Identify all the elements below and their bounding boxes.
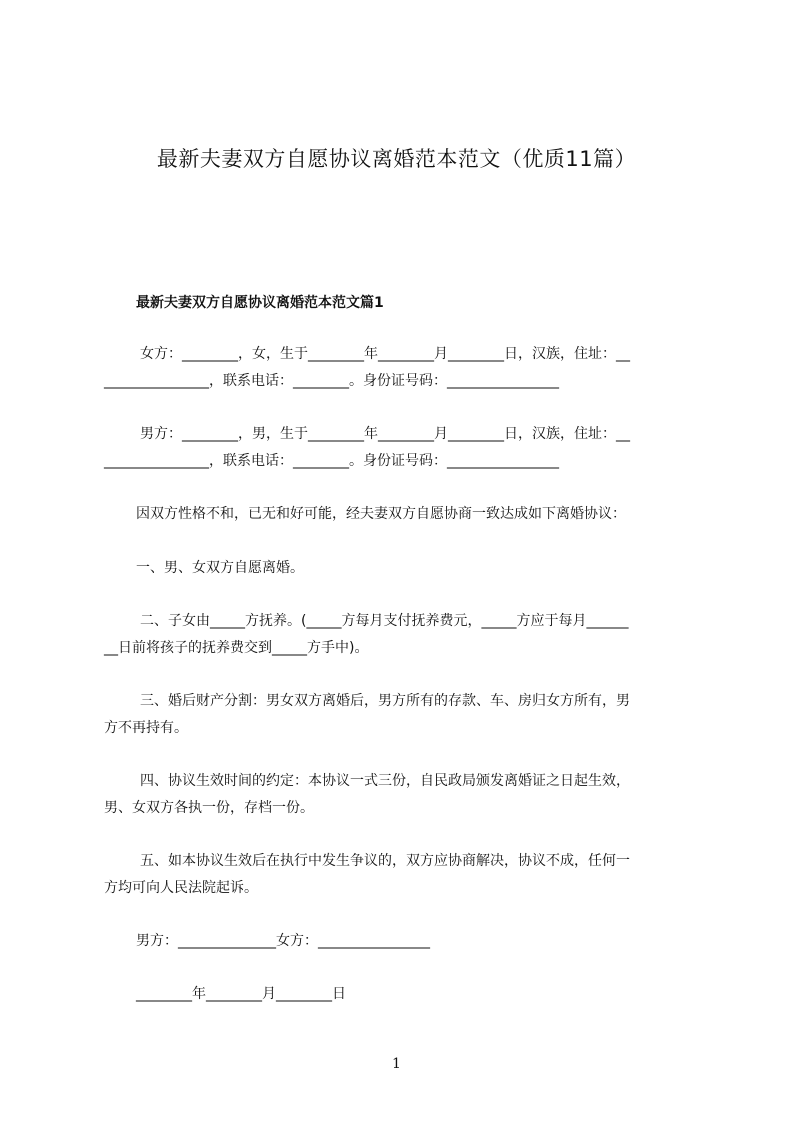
clause-2-line-1: 二、子女由_____方抚养。(_____方每月支付抚养费元，_____方应于每月______: [140, 613, 629, 629]
page-number: 1: [392, 1056, 401, 1072]
clause-5-line-1: 五、如本协议生效后在执行中发生争议的，双方应协商解决，协议不成，任何一: [140, 853, 630, 869]
male-party-line-1: 男方：________，男，生于________年________月________日，汉族，住址：__: [140, 426, 630, 442]
male-party-line-2: _______________，联系电话：________。身份证号码：________________: [104, 453, 559, 469]
intro-paragraph: 因双方性格不和，已无和好可能，经夫妻双方自愿协商一致达成如下离婚协议：: [136, 506, 626, 522]
clause-4-line-1: 四、协议生效时间的约定：本协议一式三份，自民政局颁发离婚证之日起生效，: [140, 773, 630, 789]
date-line: ________年________月________日: [136, 986, 346, 1002]
clause-4-line-2: 男、女双方各执一份，存档一份。: [104, 800, 314, 816]
clause-3-line-1: 三、婚后财产分割：男女双方离婚后，男方所有的存款、车、房归女方所有，男: [140, 693, 630, 709]
clause-1: 一、男、女双方自愿离婚。: [136, 560, 304, 576]
signature-line: 男方：______________女方：________________: [136, 933, 430, 949]
clause-5-line-2: 方均可向人民法院起诉。: [104, 880, 258, 896]
clause-3-line-2: 方不再持有。: [104, 720, 188, 736]
document-title: 最新夫妻双方自愿协议离婚范本范文（优质11篇）: [156, 147, 637, 171]
female-party-line-1: 女方：________，女，生于________年________月________日，汉族，住址：__: [140, 346, 630, 362]
clause-2-line-2: __日前将孩子的抚养费交到_____方手中)。: [104, 640, 369, 656]
section-title: 最新夫妻双方自愿协议离婚范本范文篇1: [136, 295, 384, 311]
female-party-line-2: _______________，联系电话：________。身份证号码：________________: [104, 373, 559, 389]
